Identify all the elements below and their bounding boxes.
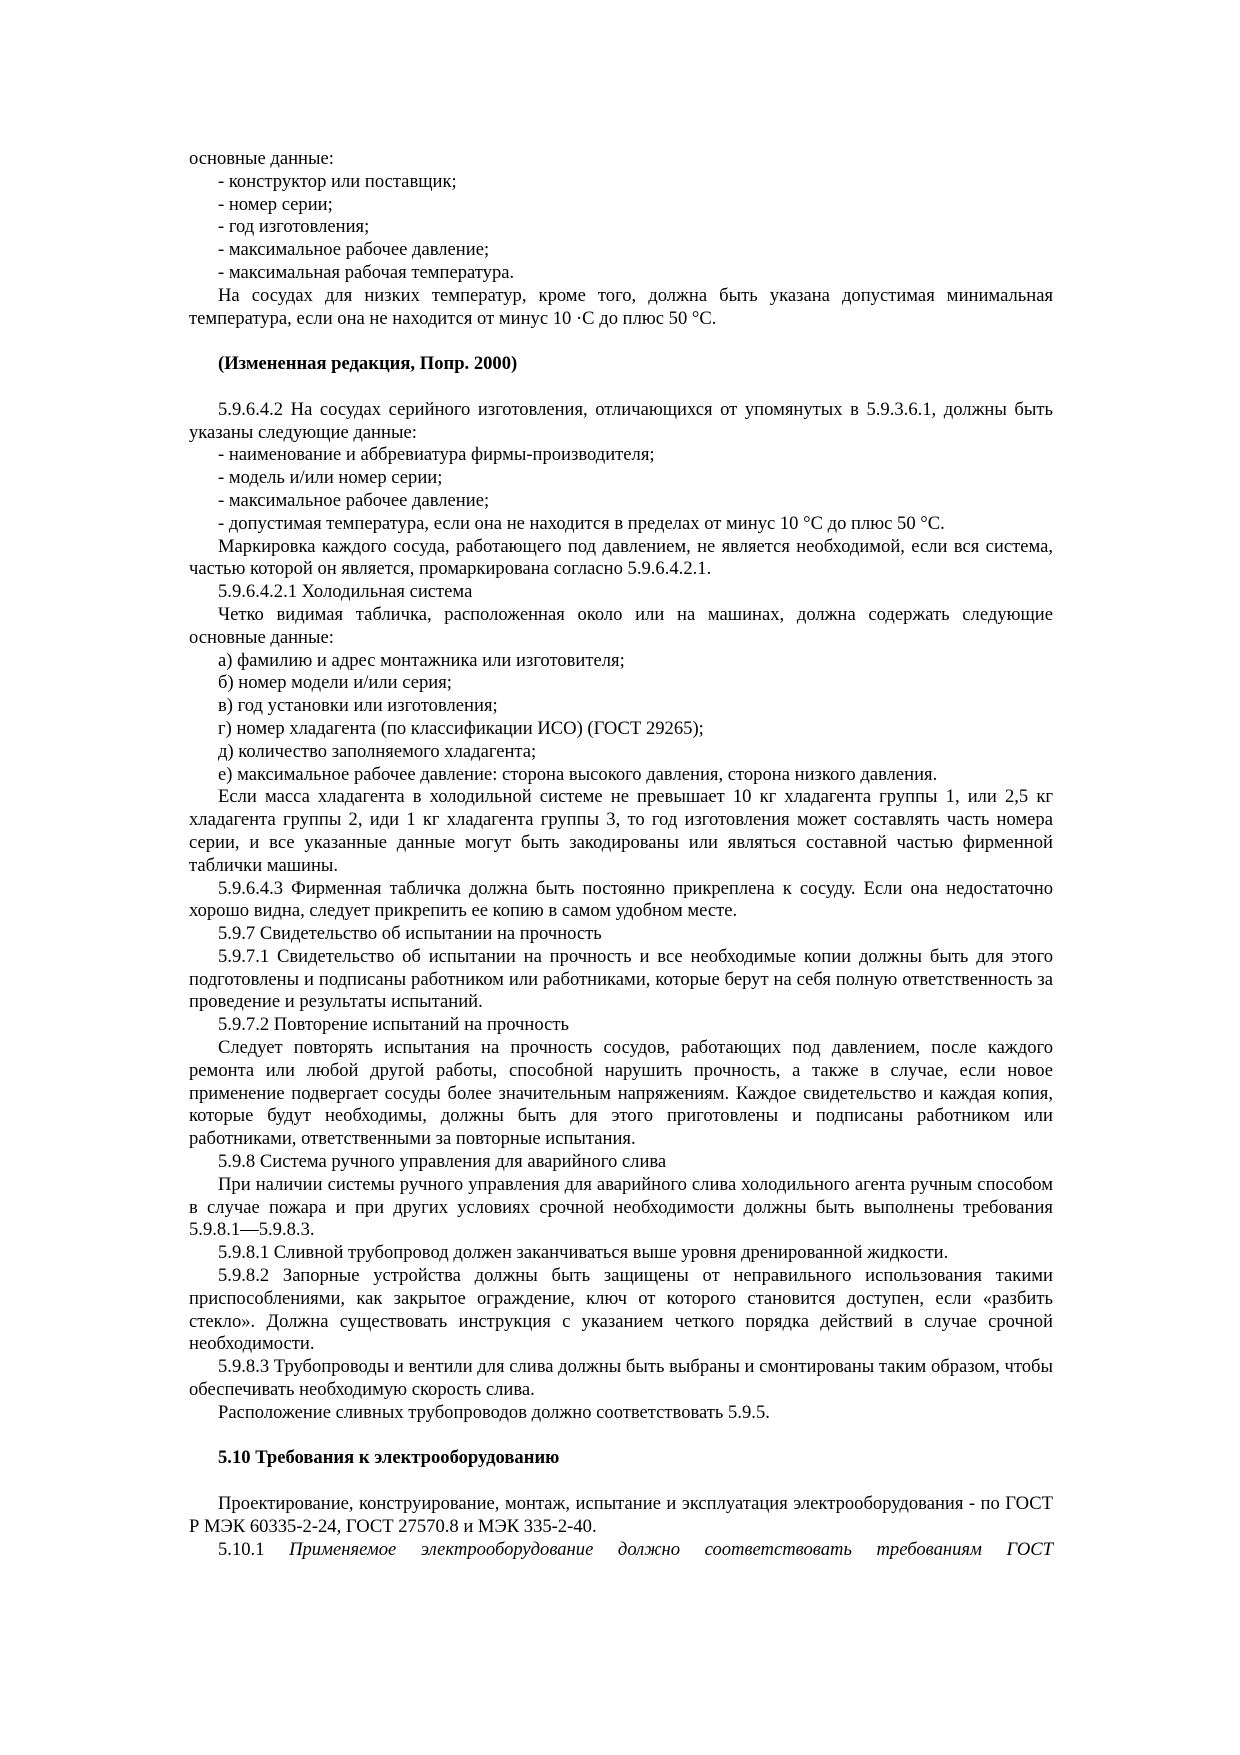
paragraph: 5.9.8.3 Трубопроводы и вентили для слива должны быть выбраны и смонтированы таким образом, чтобы обеспечивать необходимую скорость слива.	[189, 1356, 1053, 1401]
paragraph-spacer	[189, 1470, 1053, 1493]
list-item: - номер серии;	[218, 193, 333, 215]
list-item: а) фамилию и адрес монтажника или изготовителя;	[218, 649, 625, 671]
paragraph: На сосудах для низких температур, кроме того, должна быть указана допустимая минимальная температура, если она не находится от минус 10 ·С до плюс 50 °С.	[189, 284, 1053, 329]
section-heading: 5.10 Требования к электрооборудованию	[218, 1447, 560, 1469]
paragraph-spacer	[189, 1425, 1053, 1448]
list-item: 5.9.8 Система ручного управления для аварийного слива	[218, 1151, 667, 1173]
list-item: Расположение сливных трубопроводов должно соответствовать 5.9.5.	[218, 1401, 770, 1423]
list-item: 5.9.7.2 Повторение испытаний на прочность	[218, 1014, 569, 1036]
list-item: е) максимальное рабочее давление: сторона высокого давления, сторона низкого давления.	[218, 763, 938, 785]
list-item: - допустимая температура, если она не находится в пределах от минус 10 °С до плюс 50 °С.	[218, 512, 945, 534]
paragraph: 5.9.8.2 Запорные устройства должны быть защищены от неправильного использования такими приспособлениями, как закрытое ограждение, ключ от которого становится доступен, если «разбить стекло». Должна существовать инструкция с указанием четкого порядка действий в случае срочной необходимости.	[189, 1265, 1053, 1355]
paragraph: 5.9.6.4.2 На сосудах серийного изготовления, отличающихся от упомянутых в 5.9.3.6.1, должны быть указаны следующие данные:	[189, 398, 1053, 443]
paragraph: При наличии системы ручного управления для аварийного слива холодильного агента ручным способом в случае пожара и при других условиях срочной необходимости должны быть выполнены требования 5.9.8.1—5.9.8.3.	[189, 1173, 1053, 1241]
paragraph: Следует повторять испытания на прочность сосудов, работающих под давлением, после каждого ремонта или любой другой работы, способной нарушить прочность, а также в случае, если новое применение подвергает сосуды более значительным напряжениям. Каждое свидетельство и каждая копия, которые будут необходимы, должны быть для этого приготовлены и подписаны работником или работниками, ответственными за повторные испытания.	[189, 1037, 1053, 1150]
paragraph-spacer	[189, 376, 1053, 399]
paragraph: Маркировка каждого сосуда, работающего под давлением, не является необходимой, если вся система, частью которой он является, промаркирована согласно 5.9.6.4.2.1.	[189, 535, 1053, 580]
paragraph: Если масса хладагента в холодильной системе не превышает 10 кг хладагента группы 1, или 2,5 кг хладагента группы 2, иди 1 кг хладагента группы 3, то год изготовления может составлять часть номера серии, и все указанные данные могут быть закодированы или являться составной частью фирменной таблички машины.	[189, 786, 1053, 876]
list-item: - конструктор или поставщик;	[218, 170, 457, 192]
list-item: - максимальное рабочее давление;	[218, 489, 490, 511]
list-item: - год изготовления;	[218, 216, 370, 238]
list-item: - модель и/или номер серии;	[218, 467, 443, 489]
revision-note: (Измененная редакция, Попр. 2000)	[218, 353, 518, 375]
paragraph: 5.9.6.4.3 Фирменная табличка должна быть постоянно прикреплена к сосуду. Если она недостаточно хорошо видна, следует прикрепить ее копию в самом удобном месте.	[189, 877, 1053, 922]
list-item: - максимальная рабочая температура.	[218, 261, 515, 283]
paragraph: 5.9.7.1 Свидетельство об испытании на прочность и все необходимые копии должны быть для этого подготовлены и подписаны работником или работниками, которые берут на себя полную ответственность за проведение и результаты испытаний.	[189, 945, 1053, 1013]
paragraph	[189, 1539, 1053, 1562]
paragraph-spacer	[189, 330, 1053, 353]
italic-clause-text: Применяемое электрооборудование должно соответствовать требованиям ГОСТ	[289, 1538, 1053, 1560]
list-item: 5.9.6.4.2.1 Холодильная система	[218, 581, 473, 603]
clause-number: 5.10.1	[218, 1538, 290, 1560]
document-page	[189, 148, 1053, 1561]
list-item: 5.9.8.1 Сливной трубопровод должен заканчиваться выше уровня дренированной жидкости.	[218, 1242, 949, 1264]
list-item: в) год установки или изготовления;	[218, 695, 498, 717]
list-item: д) количество заполняемого хладагента;	[218, 740, 537, 762]
list-item: - наименование и аббревиатура фирмы-производителя;	[218, 444, 655, 466]
list-item: 5.9.7 Свидетельство об испытании на прочность	[218, 923, 602, 945]
paragraph: Проектирование, конструирование, монтаж, испытание и эксплуатация электрооборудования - по ГОСТ Р МЭК 60335-2-24, ГОСТ 27570.8 и МЭК 335-2-40.	[189, 1493, 1053, 1537]
list-item: г) номер хладагента (по классификации ИСО) (ГОСТ 29265);	[218, 717, 704, 739]
paragraph: основные данные:	[189, 148, 334, 169]
list-item: б) номер модели и/или серия;	[218, 672, 452, 694]
list-item: - максимальное рабочее давление;	[218, 239, 490, 261]
paragraph: Четко видимая табличка, расположенная около или на машинах, должна содержать следующие основные данные:	[189, 603, 1053, 648]
